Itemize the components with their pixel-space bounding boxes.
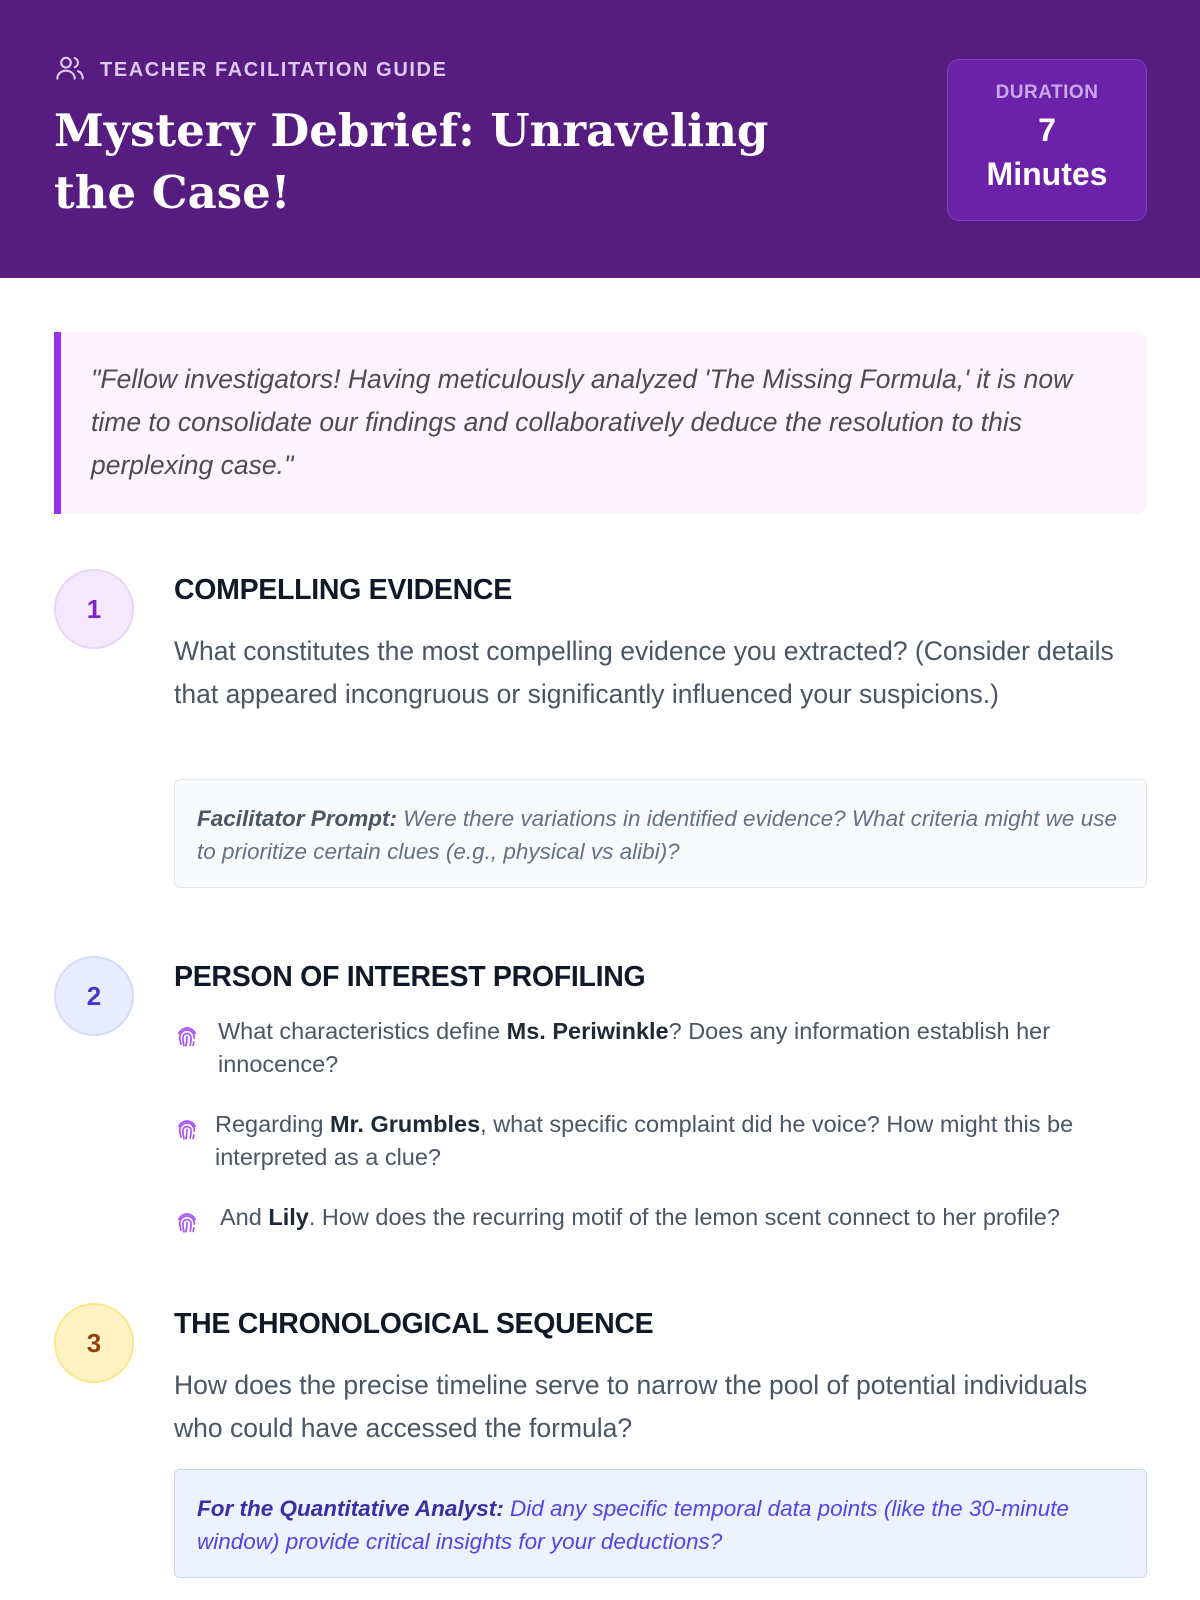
prompt-label: For the Quantitative Analyst: xyxy=(197,1496,504,1521)
prompt-text: Were there variations in identified evidence? What criteria might we use to prioritize certain clues (e.g., physical vs alibi)? xyxy=(197,806,1117,864)
step-number-3: 3 xyxy=(54,1303,134,1383)
intro-quote: "Fellow investigators! Having meticulously analyzed 'The Missing Formula,' it is now time to consolidate our findings and collaboratively deduce the resolution to this perplexing case." xyxy=(54,332,1147,514)
suspect-name: Mr. Grumbles xyxy=(329,1111,481,1137)
prompt-label: Facilitator Prompt: xyxy=(197,806,398,831)
facilitator-prompt-box xyxy=(174,779,1147,888)
suspect-name: Lily xyxy=(268,1204,309,1230)
step-number-1: 1 xyxy=(54,569,134,649)
fingerprint-icon xyxy=(174,1116,215,1174)
duration-unit: Minutes xyxy=(986,156,1108,192)
list-item xyxy=(174,1108,1134,1174)
eyebrow xyxy=(54,54,448,86)
section-text-evidence: What constitutes the most compelling evidence you extracted? (Consider details that appeared incongruous or significantly influenced your suspicions.) xyxy=(174,636,1114,709)
suspect-name: Ms. Periwinkle xyxy=(506,1018,669,1044)
fingerprint-icon xyxy=(174,1023,218,1081)
bullet-text: What characteristics define Ms. Periwinkle? Does any information establish her innocence? xyxy=(218,1018,1051,1077)
list-item xyxy=(174,1015,1134,1081)
duration-value: 7 xyxy=(1038,112,1056,148)
guide-label: TEACHER FACILITATION GUIDE xyxy=(100,58,448,81)
page-title: Mystery Debrief: Unraveling the Case! xyxy=(54,104,769,219)
duration-label: DURATION xyxy=(995,82,1099,103)
prompt-text: Did any specific temporal data points (like the 30-minute window) provide critical insights for your deductions? xyxy=(197,1496,1069,1554)
duration-badge xyxy=(947,59,1147,221)
step-number-2: 2 xyxy=(54,956,134,1036)
analyst-prompt-box xyxy=(174,1469,1147,1578)
section-title-timeline: THE CHRONOLOGICAL SEQUENCE xyxy=(174,1308,654,1340)
section-text-timeline: How does the precise timeline serve to narrow the pool of potential individuals who could have accessed the formula? xyxy=(174,1370,1088,1443)
section-title-profiling: PERSON OF INTEREST PROFILING xyxy=(174,961,646,993)
bullet-text: And Lily. How does the recurring motif of the lemon scent connect to her profile? xyxy=(220,1204,1060,1230)
users-icon xyxy=(54,52,86,89)
section-title-evidence: COMPELLING EVIDENCE xyxy=(174,574,512,606)
header-banner xyxy=(0,0,1200,278)
bullet-text: Regarding Mr. Grumbles, what specific complaint did he voice? How might this be interpreted as a clue? xyxy=(215,1111,1074,1170)
fingerprint-icon xyxy=(174,1209,220,1235)
list-item xyxy=(174,1201,1134,1235)
